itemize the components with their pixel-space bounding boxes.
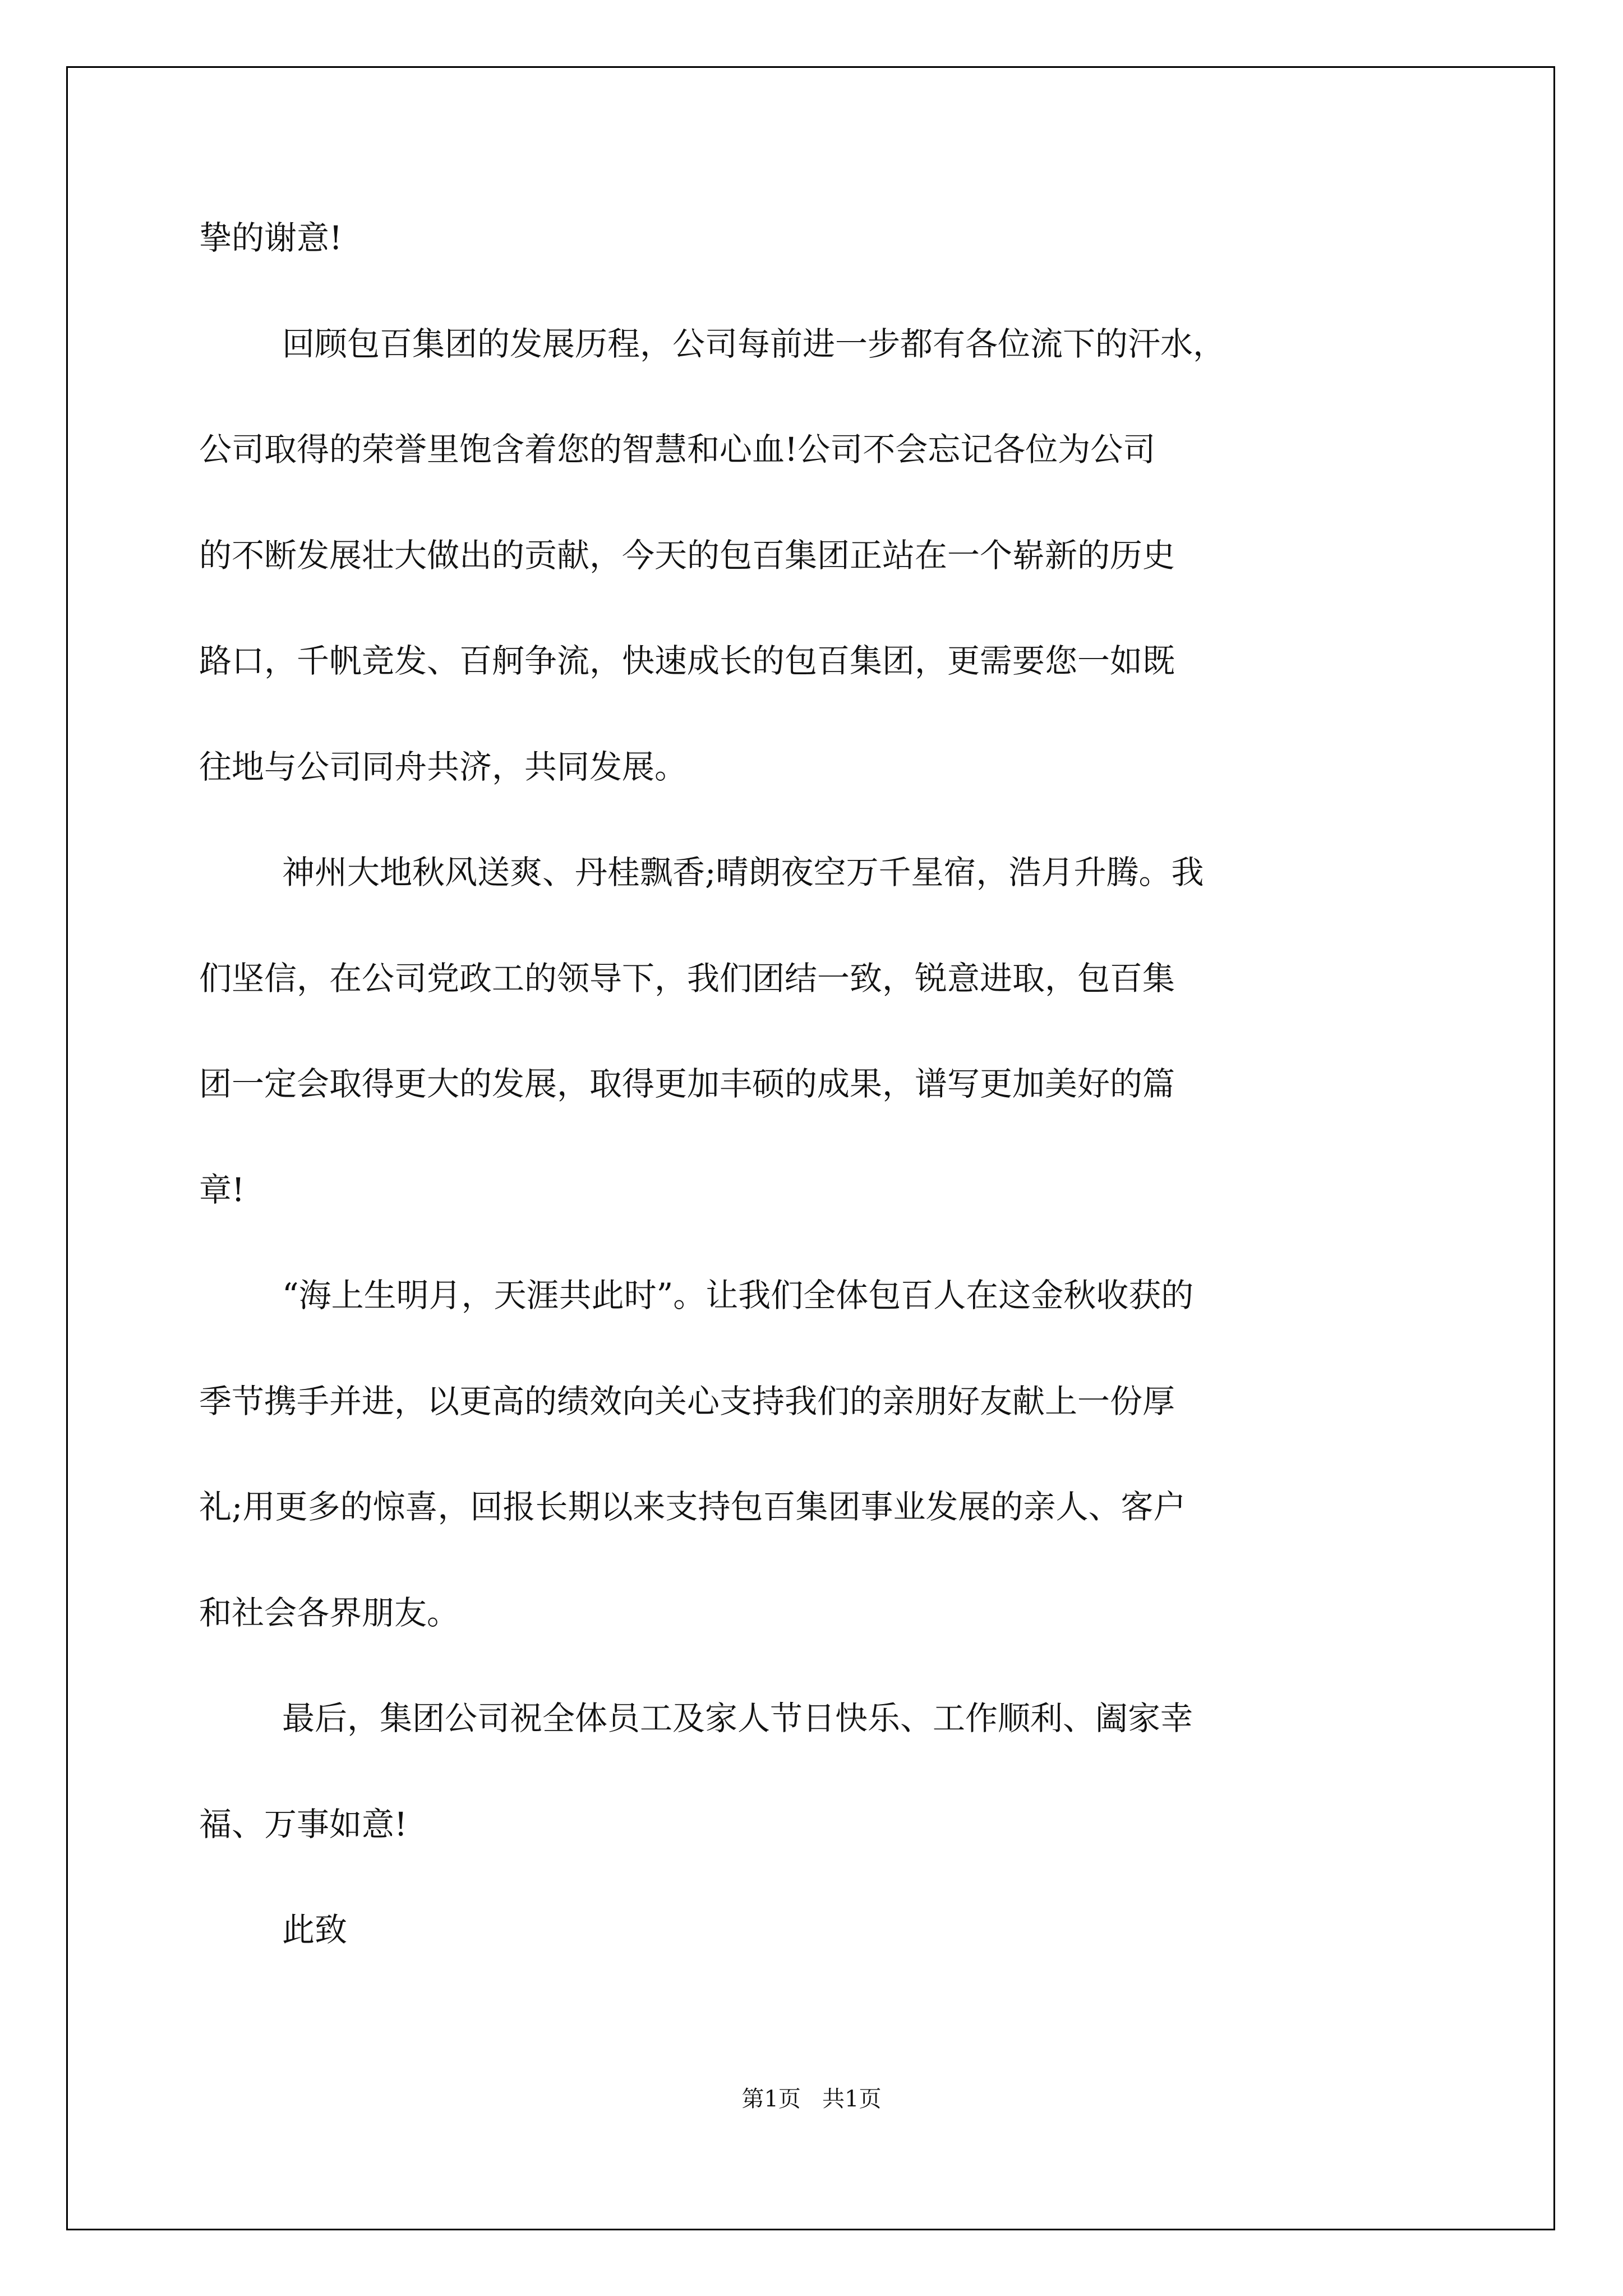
text-line: 福、万事如意! (199, 1805, 408, 1843)
text-line: 的不断发展壮大做出的贡献，今天的包百集团正站在一个崭新的历史 (199, 536, 1175, 574)
text-line: 团一定会取得更大的发展，取得更加丰硕的成果，谱写更加美好的篇 (199, 1065, 1175, 1103)
text-line: 神州大地秋风送爽、丹桂飘香;晴朗夜空万千星宿，浩月升腾。我 (282, 853, 1204, 891)
text-line: “海上生明月，天涯共此时”。让我们全体包百人在这金秋收获的 (282, 1276, 1194, 1314)
text-line: 季节携手并进，以更高的绩效向关心支持我们的亲朋好友献上一份厚 (199, 1382, 1175, 1420)
letter-body (199, 185, 1433, 1983)
text-line: 和社会各界朋友。 (199, 1593, 460, 1632)
text-line: 回顾包百集团的发展历程，公司每前进一步都有各位流下的汗水， (282, 324, 1226, 363)
text-line: 礼;用更多的惊喜，回报长期以来支持包百集团事业发展的亲人、客户 (199, 1488, 1186, 1526)
text-line: 最后，集团公司祝全体员工及家人节日快乐、工作顺利、阖家幸 (282, 1699, 1193, 1737)
page-number-footer: 第1页 共1页 (741, 2086, 882, 2112)
text-line: 路口，千帆竞发、百舸争流，快速成长的包百集团，更需要您一如既 (199, 642, 1175, 680)
text-line: 公司取得的荣誉里饱含着您的智慧和心血!公司不会忘记各位为公司 (199, 430, 1156, 468)
text-line: 们坚信，在公司党政工的领导下，我们团结一致，锐意进取，包百集 (199, 959, 1175, 997)
text-line: 章! (199, 1170, 245, 1209)
text-line: 此致 (282, 1911, 348, 1949)
text-line: 往地与公司同舟共济，共同发展。 (199, 747, 688, 786)
text-line: 挚的谢意! (199, 219, 343, 257)
